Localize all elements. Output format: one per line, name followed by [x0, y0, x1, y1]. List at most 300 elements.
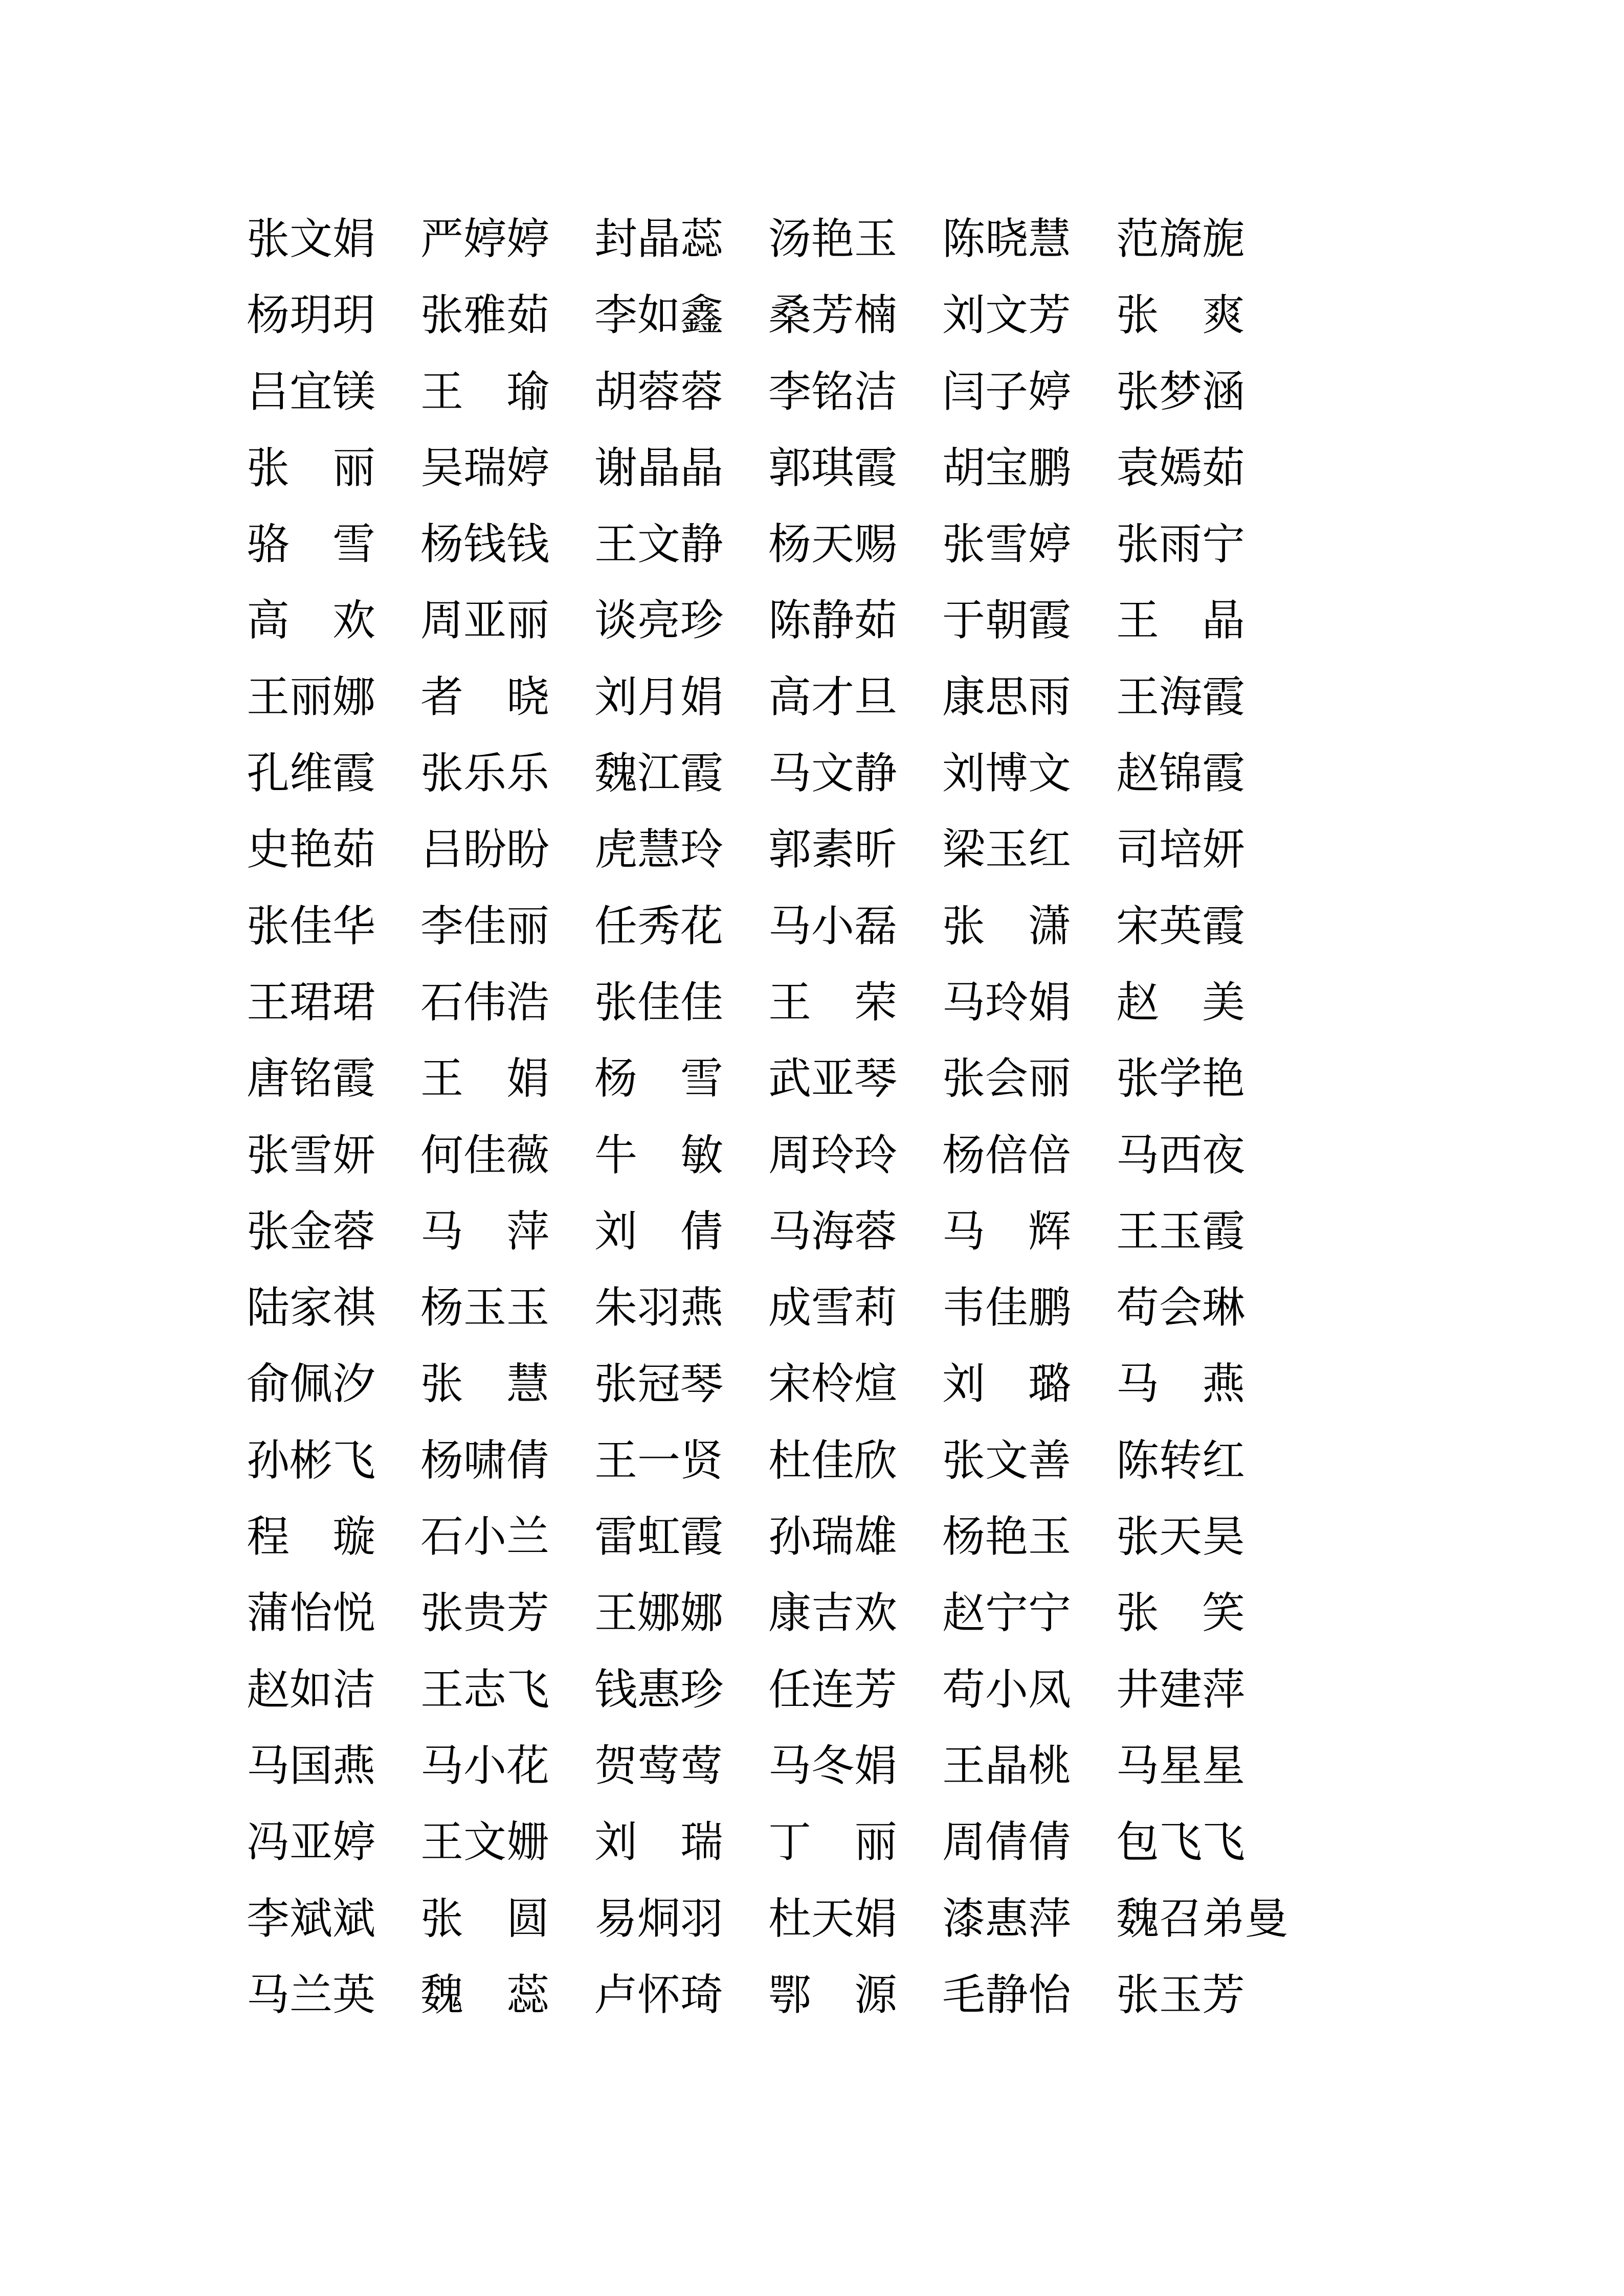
- name-char: 晶: [1202, 597, 1245, 645]
- person-name: [942, 1056, 1071, 1102]
- name-char: 琦: [680, 1971, 724, 2019]
- name-char: 史: [247, 826, 290, 874]
- name-char: 娜: [637, 1590, 681, 1638]
- name-char: 如: [290, 1666, 333, 1714]
- name-char: 李: [594, 292, 638, 340]
- person-name: [768, 217, 897, 262]
- person-name: [420, 1515, 549, 1560]
- name-char: 马: [247, 1971, 290, 2019]
- name-char: 陈: [768, 597, 812, 645]
- person-name: [1116, 1286, 1245, 1331]
- name-char: 弟: [1202, 1895, 1245, 1943]
- name-char: 宁: [1202, 521, 1245, 569]
- name-char: 康: [768, 1590, 812, 1638]
- name-char: 霞: [1028, 597, 1072, 645]
- name-char: 郭: [768, 826, 812, 874]
- name-char: 秀: [637, 903, 681, 951]
- name-char: 蕊: [680, 216, 724, 263]
- name-char: 文: [637, 521, 681, 569]
- name-char: 倩: [1028, 1819, 1072, 1867]
- name-char: 俞: [247, 1361, 290, 1409]
- person-name: [420, 675, 549, 721]
- name-char: 琪: [811, 444, 855, 492]
- name-char: 艳: [290, 826, 333, 874]
- name-char: 马: [420, 1208, 464, 1256]
- name-char: 芳: [854, 1666, 898, 1714]
- person-name: [594, 904, 723, 950]
- name-char: 飞: [506, 1666, 550, 1714]
- person-name: [1116, 1515, 1245, 1560]
- name-char: 玉: [854, 216, 898, 263]
- person-name: [420, 446, 549, 491]
- person-name: [942, 217, 1071, 262]
- name-char: 珍: [680, 1666, 724, 1714]
- name-char: 娟: [1028, 979, 1072, 1027]
- name-char: 王: [942, 1742, 986, 1790]
- person-name: [1116, 675, 1245, 721]
- name-char: 江: [637, 750, 681, 798]
- name-char: 马: [1116, 1132, 1160, 1180]
- name-char: 博: [985, 750, 1029, 798]
- name-char: 赵: [1116, 750, 1160, 798]
- name-char: 赵: [942, 1590, 986, 1638]
- name-char: 婷: [463, 216, 507, 263]
- person-name: [942, 1362, 1071, 1407]
- person-name: [1116, 1209, 1245, 1255]
- name-char: 亮: [637, 597, 681, 645]
- name-char: 杨: [594, 1055, 638, 1104]
- name-char: 锦: [1159, 750, 1203, 798]
- name-char: 贵: [463, 1590, 507, 1638]
- name-char: 玲: [854, 1132, 898, 1180]
- name-char: 玲: [985, 979, 1029, 1027]
- person-name: [768, 1362, 897, 1407]
- person-name: [942, 1286, 1071, 1331]
- name-char: 倍: [1028, 1132, 1072, 1180]
- person-name: [594, 751, 723, 797]
- person-name: [420, 1897, 549, 1942]
- name-char: 封: [594, 216, 638, 263]
- person-name: [247, 1056, 375, 1102]
- person-name: [594, 980, 723, 1026]
- name-char: 王: [1116, 1208, 1160, 1256]
- name-char: 雨: [1159, 521, 1203, 569]
- person-name: [247, 217, 375, 262]
- name-char: 孙: [768, 1514, 812, 1562]
- person-name: [942, 1973, 1071, 2018]
- name-char: 谈: [594, 597, 638, 645]
- person-name: [247, 1362, 375, 1407]
- name-char: 薇: [506, 1132, 550, 1180]
- name-char: 王: [768, 979, 812, 1027]
- person-name: [942, 1133, 1071, 1179]
- person-name: [1116, 293, 1245, 339]
- name-char: 高: [768, 673, 812, 722]
- person-name: [420, 1362, 549, 1407]
- name-char: 何: [420, 1132, 464, 1180]
- name-char: 晶: [637, 444, 681, 492]
- name-char: 一: [637, 1437, 681, 1485]
- person-name: [594, 1133, 723, 1179]
- person-name: [247, 370, 375, 415]
- person-name: [594, 1286, 723, 1331]
- name-char: 学: [1159, 1055, 1203, 1104]
- name-char: 慧: [1028, 216, 1072, 263]
- person-name: [594, 1820, 723, 1865]
- person-name: [247, 1744, 375, 1789]
- name-char: 笑: [1202, 1590, 1245, 1638]
- name-char: 张: [1116, 368, 1160, 416]
- name-char: 张: [1116, 1971, 1160, 2019]
- name-char: 钱: [463, 521, 507, 569]
- name-char: 星: [1202, 1742, 1245, 1790]
- name-char: 艳: [985, 1514, 1029, 1562]
- name-char: 桑: [768, 292, 812, 340]
- name-char: 佳: [637, 979, 681, 1027]
- name-char: 旎: [1202, 216, 1245, 263]
- name-char: 惠: [637, 1666, 681, 1714]
- name-char: 文: [811, 750, 855, 798]
- name-char: 张: [1116, 1055, 1160, 1104]
- name-char: 雷: [594, 1514, 638, 1562]
- name-char: 闫: [942, 368, 986, 416]
- name-char: 朝: [985, 597, 1029, 645]
- name-char: 佳: [463, 1132, 507, 1180]
- name-char: 天: [811, 1895, 855, 1943]
- person-name: [768, 1133, 897, 1179]
- name-char: 井: [1116, 1666, 1160, 1714]
- name-char: 蒲: [247, 1590, 290, 1638]
- person-name: [594, 1591, 723, 1636]
- name-char: 怡: [290, 1590, 333, 1638]
- name-char: 雪: [811, 1285, 855, 1333]
- name-char: 乐: [506, 750, 550, 798]
- name-char: 钱: [594, 1666, 638, 1714]
- name-char: 佳: [985, 1285, 1029, 1333]
- name-char: 琴: [854, 1055, 898, 1104]
- name-char: 雪: [680, 1055, 723, 1104]
- name-char: 莺: [637, 1742, 681, 1790]
- name-char: 胡: [594, 368, 638, 416]
- person-name: [420, 1056, 549, 1102]
- name-char: 晶: [637, 216, 681, 263]
- name-char: 张: [1116, 1514, 1160, 1562]
- name-char: 佳: [680, 979, 724, 1027]
- person-name: [247, 1668, 375, 1713]
- person-name: [594, 217, 723, 262]
- name-char: 周: [768, 1132, 812, 1180]
- name-char: 杨: [768, 521, 812, 569]
- name-char: 欣: [854, 1437, 898, 1485]
- name-char: 魏: [1116, 1895, 1160, 1943]
- name-char: 鹏: [1028, 1285, 1072, 1333]
- name-char: 飞: [332, 1437, 376, 1485]
- name-char: 霞: [854, 444, 898, 492]
- name-char: 铭: [290, 1055, 333, 1104]
- name-char: 马: [247, 1742, 290, 1790]
- name-char: 烔: [637, 1895, 681, 1943]
- name-char: 玉: [1159, 1208, 1203, 1256]
- name-char: 艳: [811, 216, 855, 263]
- person-name: [942, 370, 1071, 415]
- name-char: 王: [420, 1819, 464, 1867]
- name-char: 妍: [332, 1132, 376, 1180]
- name-char: 潇: [1028, 903, 1071, 951]
- name-char: 张: [420, 1361, 464, 1409]
- person-name: [247, 751, 375, 797]
- name-char: 天: [811, 521, 855, 569]
- name-char: 乐: [463, 750, 507, 798]
- name-char: 佩: [290, 1361, 333, 1409]
- name-char: 石: [420, 1514, 464, 1562]
- name-char: 文: [985, 1437, 1029, 1485]
- name-char: 娜: [680, 1590, 724, 1638]
- name-char: 佳: [290, 903, 333, 951]
- name-char: 飞: [1159, 1819, 1203, 1867]
- name-char: 王: [594, 1437, 638, 1485]
- name-char: 静: [854, 750, 898, 798]
- person-name: [1116, 446, 1245, 491]
- name-char: 祺: [332, 1285, 376, 1333]
- name-grid: [247, 216, 1288, 2049]
- name-char: 杨: [420, 1285, 464, 1333]
- name-char: 静: [680, 521, 724, 569]
- name-char: 子: [985, 368, 1029, 416]
- name-char: 斌: [332, 1895, 376, 1943]
- name-char: 刘: [594, 1208, 638, 1256]
- name-char: 者: [420, 673, 464, 722]
- name-char: 马: [420, 1742, 464, 1790]
- name-char: 琴: [680, 1361, 724, 1409]
- person-name: [247, 1133, 375, 1179]
- name-char: 源: [854, 1971, 897, 2019]
- name-char: 郭: [768, 444, 812, 492]
- name-char: 芳: [506, 1590, 550, 1638]
- person-name: [420, 293, 549, 339]
- name-char: 羽: [680, 1895, 724, 1943]
- name-char: 国: [290, 1742, 333, 1790]
- person-name: [768, 1744, 897, 1789]
- person-name: [942, 1668, 1071, 1713]
- name-char: 丽: [332, 444, 375, 492]
- name-char: 茹: [506, 292, 550, 340]
- name-char: 刘: [942, 750, 986, 798]
- person-name: [247, 1897, 375, 1942]
- name-char: 易: [594, 1895, 638, 1943]
- name-char: 刘: [594, 1819, 638, 1867]
- name-char: 霞: [332, 1055, 376, 1104]
- name-char: 转: [1159, 1437, 1203, 1485]
- name-char: 怀: [637, 1971, 681, 2019]
- name-char: 文: [985, 292, 1029, 340]
- person-name: [420, 1133, 549, 1179]
- name-char: 洁: [854, 368, 898, 416]
- name-char: 卢: [594, 1971, 638, 2019]
- name-char: 王: [1116, 673, 1160, 722]
- name-char: 丁: [768, 1819, 812, 1867]
- name-char: 兰: [506, 1514, 550, 1562]
- person-name: [942, 1897, 1071, 1942]
- name-char: 钱: [506, 521, 550, 569]
- person-name: [768, 751, 897, 797]
- name-char: 丽: [1028, 1055, 1072, 1104]
- person-name: [768, 1973, 897, 2018]
- name-char: 玉: [1159, 1971, 1203, 2019]
- name-char: 王: [247, 673, 290, 722]
- name-char: 吕: [247, 368, 290, 416]
- person-name: [594, 1668, 723, 1713]
- name-char: 佳: [463, 903, 507, 951]
- name-char: 亚: [463, 597, 507, 645]
- person-name: [768, 980, 897, 1026]
- name-char: 苟: [1116, 1285, 1160, 1333]
- person-name: [594, 1362, 723, 1407]
- person-name: [247, 980, 375, 1026]
- name-char: 张: [1116, 1590, 1160, 1638]
- name-char: 娟: [854, 1895, 898, 1943]
- name-char: 康: [942, 673, 986, 722]
- name-char: 吕: [420, 826, 464, 874]
- name-char: 牛: [594, 1132, 638, 1180]
- name-char: 连: [811, 1666, 855, 1714]
- person-name: [594, 1438, 723, 1484]
- name-char: 星: [1159, 1742, 1203, 1790]
- person-name: [420, 1209, 549, 1255]
- name-char: 魏: [420, 1971, 464, 2019]
- person-name: [247, 1973, 375, 2018]
- person-name: [768, 827, 897, 873]
- name-char: 瑞: [811, 1514, 855, 1562]
- person-name: [247, 1209, 375, 1255]
- name-char: 鑫: [680, 292, 724, 340]
- name-char: 吉: [811, 1590, 855, 1638]
- name-char: 刘: [942, 292, 986, 340]
- name-char: 张: [942, 903, 986, 951]
- name-char: 雨: [1028, 673, 1072, 722]
- name-char: 蓉: [680, 368, 724, 416]
- name-char: 马: [768, 750, 812, 798]
- name-char: 杜: [768, 1895, 812, 1943]
- name-char: 佳: [811, 1437, 855, 1485]
- person-name: [942, 293, 1071, 339]
- name-char: 月: [637, 673, 681, 722]
- name-char: 璇: [332, 1514, 375, 1562]
- person-name: [247, 827, 375, 873]
- name-char: 西: [1159, 1132, 1203, 1180]
- name-char: 鹏: [1028, 444, 1072, 492]
- person-name: [247, 522, 375, 568]
- name-char: 悦: [332, 1590, 376, 1638]
- name-char: 爽: [1202, 292, 1245, 340]
- name-char: 包: [1116, 1819, 1160, 1867]
- name-char: 马: [1116, 1361, 1160, 1409]
- name-char: 萍: [1202, 1666, 1245, 1714]
- person-name: [420, 751, 549, 797]
- name-char: 宁: [1028, 1590, 1072, 1638]
- name-char: 霞: [332, 750, 376, 798]
- name-char: 玥: [290, 292, 333, 340]
- name-char: 吴: [420, 444, 464, 492]
- name-char: 玲: [680, 826, 724, 874]
- name-char: 娟: [332, 216, 376, 263]
- person-name: [1116, 904, 1245, 950]
- person-name: [420, 904, 549, 950]
- name-char: 蓉: [332, 1208, 376, 1256]
- person-name: [594, 827, 723, 873]
- name-char: 如: [637, 292, 681, 340]
- person-name: [247, 1286, 375, 1331]
- name-char: 雄: [854, 1514, 898, 1562]
- person-name: [768, 675, 897, 721]
- name-char: 苟: [942, 1666, 986, 1714]
- name-char: 李: [247, 1895, 290, 1943]
- name-char: 霞: [1202, 673, 1245, 722]
- name-char: 张: [420, 1895, 464, 1943]
- name-char: 虹: [637, 1514, 681, 1562]
- name-char: 陈: [1116, 1437, 1160, 1485]
- name-char: 瑜: [506, 368, 549, 416]
- name-char: 玉: [506, 1285, 550, 1333]
- name-char: 涵: [1202, 368, 1245, 416]
- name-char: 任: [594, 903, 638, 951]
- name-char: 王: [1116, 597, 1160, 645]
- name-char: 浩: [506, 979, 550, 1027]
- person-name: [420, 217, 549, 262]
- person-name: [247, 598, 375, 644]
- name-char: 霞: [1202, 903, 1245, 951]
- name-char: 小: [811, 903, 855, 951]
- name-char: 会: [1159, 1285, 1203, 1333]
- name-char: 培: [1159, 826, 1203, 874]
- name-char: 宁: [985, 1590, 1029, 1638]
- name-char: 王: [420, 1055, 464, 1104]
- name-char: 胡: [942, 444, 986, 492]
- name-char: 马: [942, 1208, 986, 1256]
- name-char: 张: [420, 750, 464, 798]
- name-char: 昊: [1202, 1514, 1245, 1562]
- name-char: 金: [290, 1208, 333, 1256]
- name-char: 宝: [985, 444, 1029, 492]
- name-char: 茹: [854, 597, 898, 645]
- person-name: [594, 446, 723, 491]
- person-name: [420, 1286, 549, 1331]
- name-char: 召: [1159, 1895, 1203, 1943]
- name-char: 王: [420, 368, 464, 416]
- name-char: 张: [594, 1361, 638, 1409]
- name-char: 婷: [506, 216, 550, 263]
- name-char: 昕: [854, 826, 898, 874]
- person-name: [942, 1438, 1071, 1484]
- person-name: [768, 1286, 897, 1331]
- name-char: 小: [463, 1742, 507, 1790]
- name-char: 倩: [680, 1208, 723, 1256]
- person-name: [768, 904, 897, 950]
- name-char: 娜: [332, 673, 376, 722]
- person-name: [1116, 1744, 1245, 1789]
- name-char: 马: [768, 1742, 812, 1790]
- person-name: [1116, 1056, 1245, 1102]
- name-char: 霞: [1202, 1208, 1245, 1256]
- name-char: 斌: [290, 1895, 333, 1943]
- name-char: 洁: [332, 1666, 376, 1714]
- name-char: 贺: [594, 1742, 638, 1790]
- person-name: [420, 1973, 549, 2018]
- person-name: [420, 370, 549, 415]
- name-char: 宋: [1116, 903, 1160, 951]
- name-char: 王: [594, 1590, 638, 1638]
- name-char: 张: [594, 979, 638, 1027]
- person-name: [768, 446, 897, 491]
